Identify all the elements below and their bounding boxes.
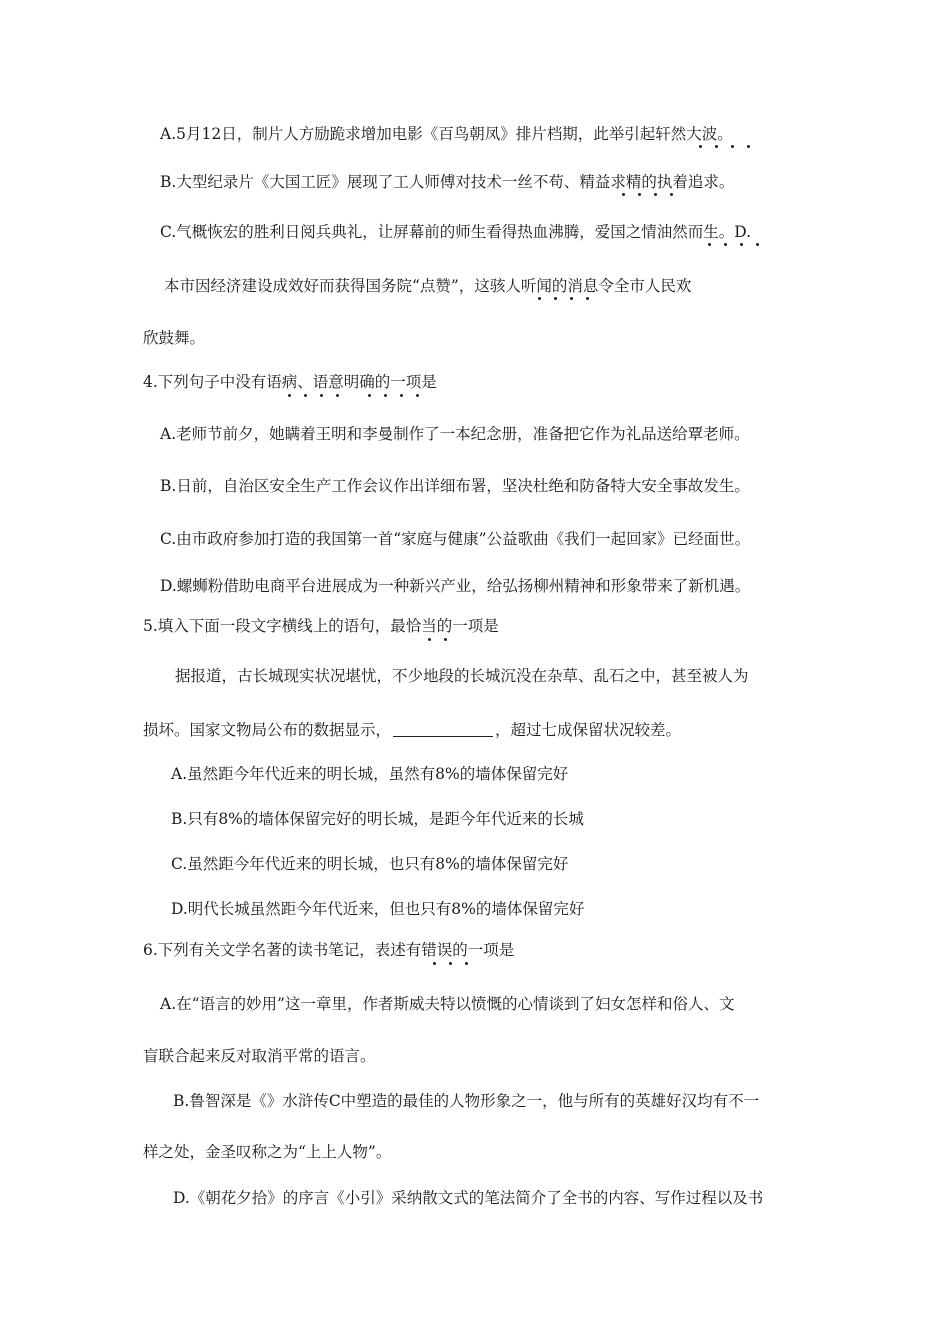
- emphasis-dot: [554, 297, 557, 300]
- emphasis-dot: [586, 297, 589, 300]
- emphasis-dot: [747, 145, 750, 148]
- emphasis-dot: [538, 297, 541, 300]
- emphasis-dot: [465, 962, 468, 965]
- q3-option-b: B.大型纪录片《大国工匠》展现了工人师傅对技术一丝不苟、精益求精的执着追求。: [160, 173, 735, 191]
- emphasis-dot: [416, 394, 419, 397]
- emphasis-dot: [384, 394, 387, 397]
- emphasis-dot: [654, 193, 657, 196]
- fill-in-blank: [393, 721, 493, 737]
- q6-option-b-line2: 样之处，金圣叹称之为“上上人物”。: [143, 1143, 392, 1161]
- q3-option-c: C.气概恢宏的胜利日阅兵典礼，让屏幕前的师生看得热血沸腾，爱国之情油然而生。D.: [160, 223, 752, 241]
- q5-stem: 5.填入下面一段文字横线上的语句，最恰当的一项是: [143, 617, 499, 635]
- q6-option-a-line2: 盲联合起来反对取消平常的语言。: [143, 1047, 376, 1065]
- emphasis-dot: [433, 962, 436, 965]
- emphasis-dot: [638, 193, 641, 196]
- emphasis-dot: [368, 394, 371, 397]
- q4-option-a: A.老师节前夕，她瞒着王明和李曼制作了一本纪念册，准备把它作为礼品送给覃老师。: [160, 425, 750, 443]
- q3-option-d-line2: 欣鼓舞。: [143, 329, 206, 347]
- emphasis-dot: [724, 243, 727, 246]
- q4-option-d: D.螺蛳粉借助电商平台进展成为一种新兴产业，给弘扬柳州精神和形象带来了新机遇。: [160, 577, 751, 595]
- emphasis-dot: [400, 394, 403, 397]
- q4-stem: 4.下列句子中没有语病、语意明确的一项是: [143, 373, 437, 391]
- emphasis-dot: [336, 394, 339, 397]
- emphasis-dot: [715, 145, 718, 148]
- emphasis-dot: [304, 394, 307, 397]
- q5-option-d: D.明代长城虽然距今年代近来，但也只有8%的墙体保留完好: [171, 900, 585, 918]
- q5-option-c: C.虽然距今年代近来的明长城，也只有8%的墙体保留完好: [171, 855, 569, 873]
- q3-option-a: A.5月12日，制片人方励跪求增加电影《百鸟朝凤》排片档期，此举引起轩然大波。: [160, 125, 733, 143]
- emphasis-dot: [444, 638, 447, 641]
- q5-option-b: B.只有8%的墙体保留完好的明长城，是距今年代近来的长城: [171, 810, 584, 828]
- q4-option-b: B.日前，自治区安全生产工作会议作出详细布署，坚决杜绝和防备特大安全事故发生。: [160, 477, 750, 495]
- q6-stem: 6.下列有关文学名著的读书笔记，表述有错误的一项是: [143, 941, 515, 959]
- emphasis-dot: [428, 638, 431, 641]
- q6-option-a-line1: A.在“语言的妙用”这一章里，作者斯威夫特以愤慨的心情谈到了妇女怎样和俗人、文: [160, 995, 735, 1013]
- q6-option-b-line1: B.鲁智深是《》水浒传C中塑造的最佳的人物形象之一，他与所有的英雄好汉均有不一: [173, 1092, 760, 1110]
- emphasis-dot: [731, 145, 734, 148]
- q5-option-a: A.虽然距今年代近来的明长城，虽然有8%的墙体保留完好: [171, 765, 569, 783]
- emphasis-dot: [622, 193, 625, 196]
- q5-passage-line2: [143, 718, 681, 742]
- q5-passage-after-blank: ，超过七成保留状况较差。: [495, 721, 682, 739]
- emphasis-dot: [708, 243, 711, 246]
- emphasis-dot: [288, 394, 291, 397]
- emphasis-dot: [756, 243, 759, 246]
- emphasis-dot: [320, 394, 323, 397]
- emphasis-dot: [670, 193, 673, 196]
- q5-passage-before-blank: 损坏。国家文物局公布的数据显示，: [143, 721, 392, 739]
- q5-passage-line1: 据报道，古长城现实状况堪忧，不少地段的长城沉没在杂草、乱石之中，甚至被人为: [175, 667, 749, 685]
- emphasis-dot: [699, 145, 702, 148]
- emphasis-dot: [449, 962, 452, 965]
- q6-option-d-line1: D.《朝花夕拾》的序言《小引》采纳散文式的笔法简介了全书的内容、写作过程以及书: [173, 1189, 764, 1207]
- emphasis-dot: [740, 243, 743, 246]
- q3-option-d-line1: 本市因经济建设成效好而获得国务院“点赞”，这骇人听闻的消息令全市人民欢: [164, 277, 692, 295]
- emphasis-dot: [570, 297, 573, 300]
- q4-option-c: C.由市政府参加打造的我国第一首“家庭与健康”公益歌曲《我们一起回家》已经面世。: [160, 530, 751, 548]
